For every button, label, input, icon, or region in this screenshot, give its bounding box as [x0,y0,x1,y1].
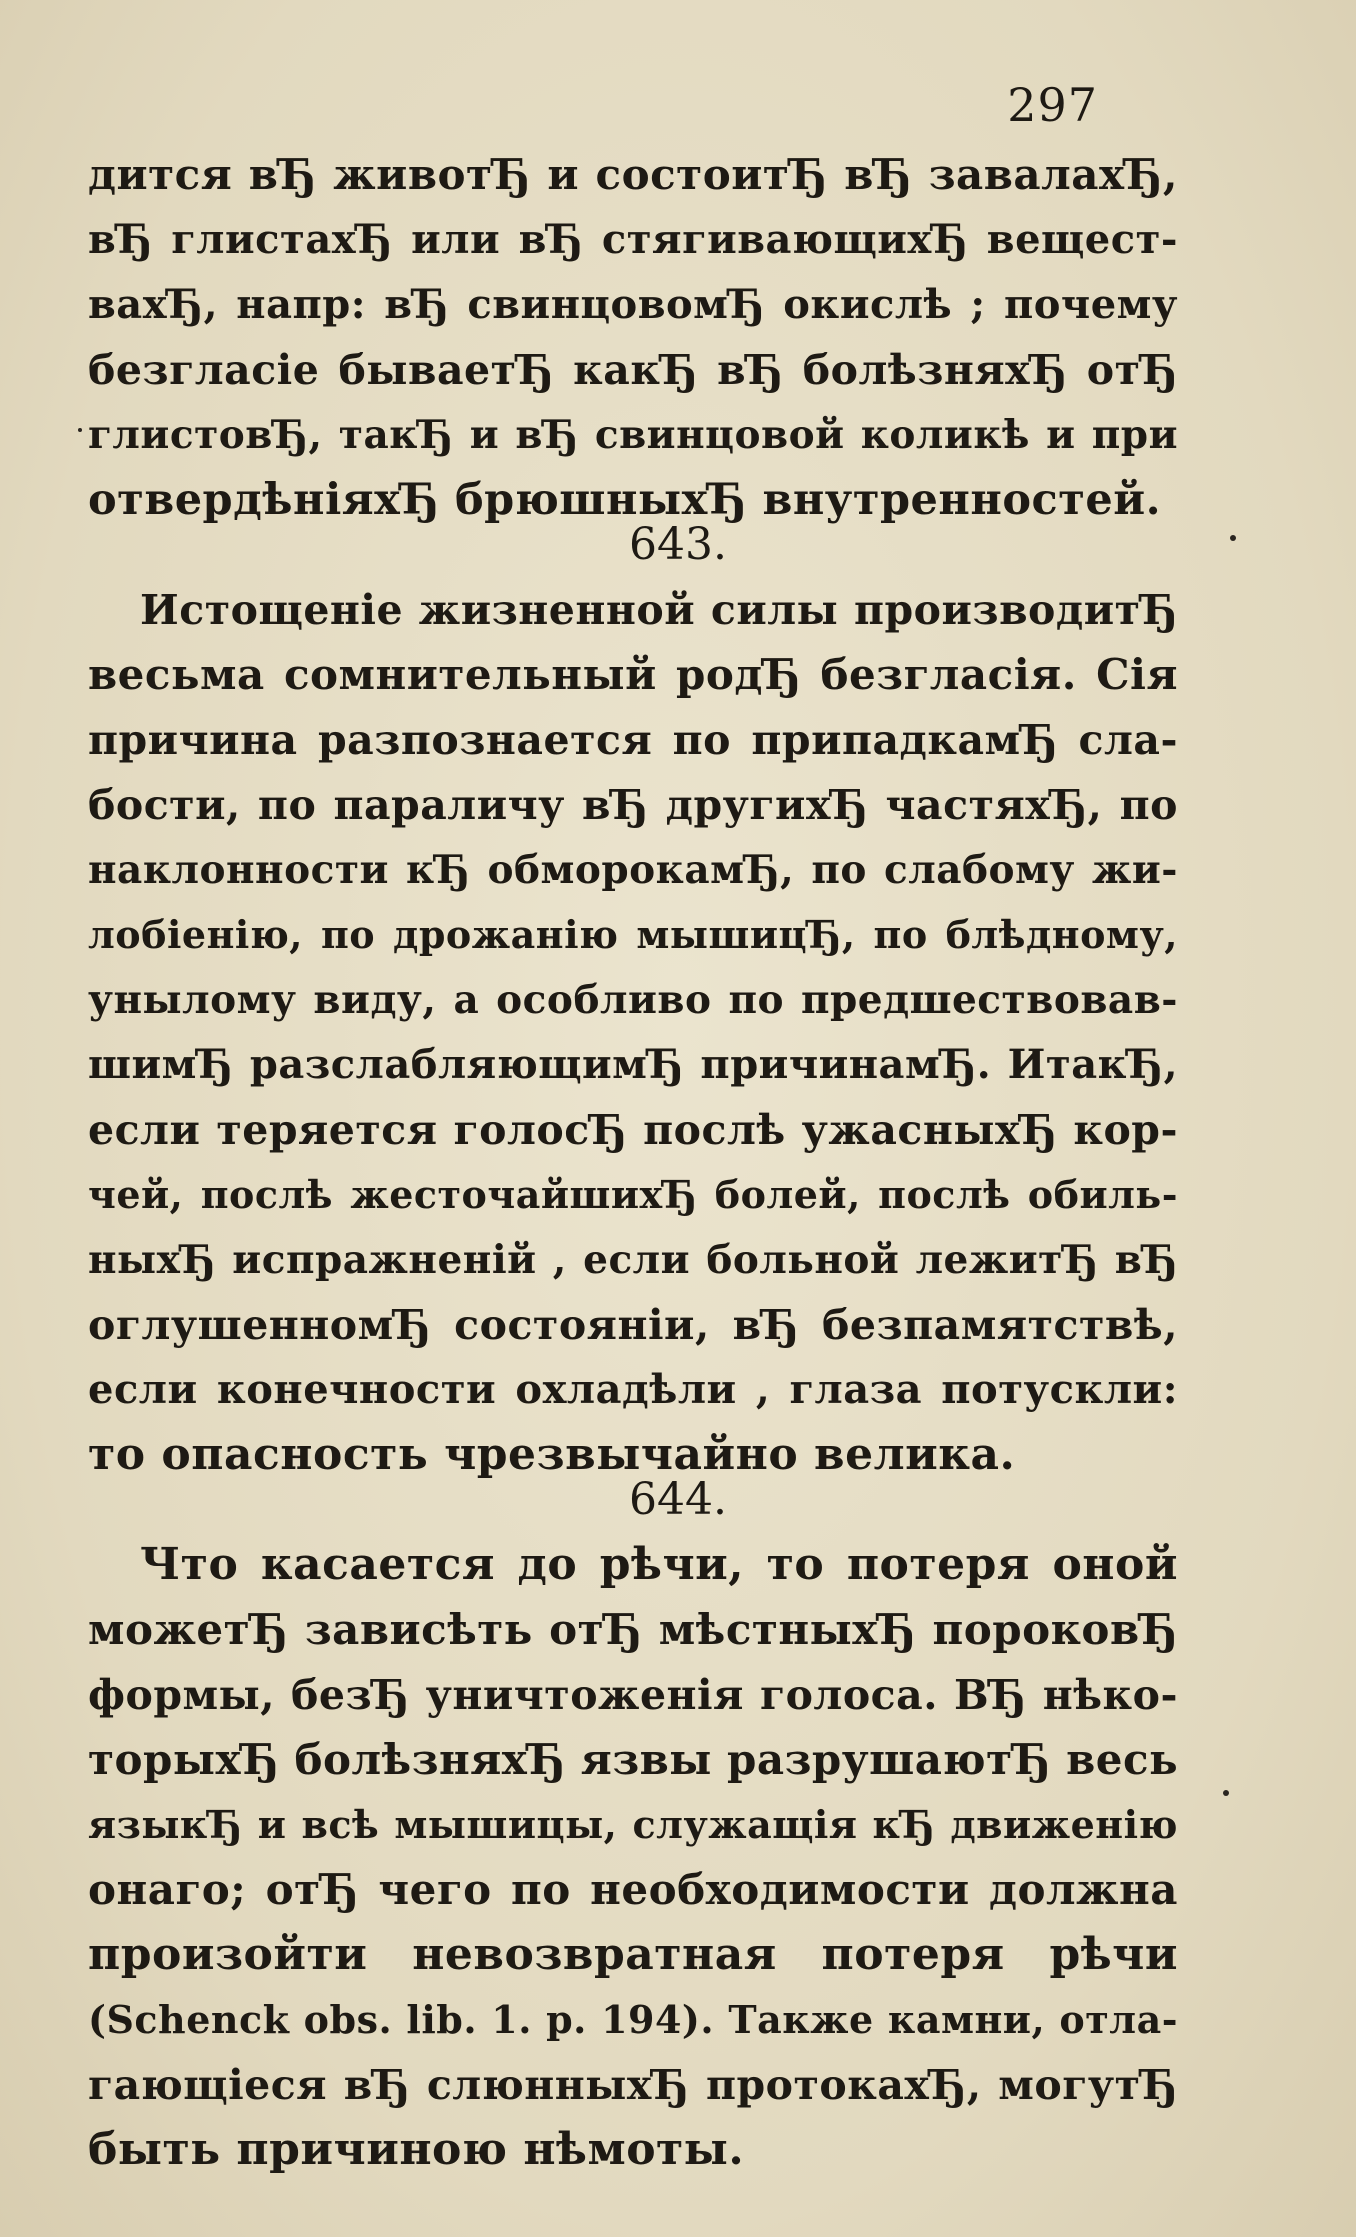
print-speck [1223,1790,1229,1796]
text-line: оглушенномЂ состояніи, вЂ безпамятствѣ, [88,1301,1178,1349]
text-line: шимЂ разслабляющимЂ причинамЂ. ИтакЂ, [88,1041,1178,1088]
text-line: весьма сомнительный родЂ безгласія. Сія [88,650,1178,699]
section-number-643: 643. [629,519,727,570]
text-line: то опасность чрезвычайно велика. [88,1429,1016,1480]
text-line: онаго; отЂ чего по необходимости должна [88,1865,1178,1914]
text-line: формы, безЂ уничтоженія голоса. ВЂ нѣко- [88,1671,1178,1719]
text-line: дится вЂ животЂ и состоитЂ вЂ завалахЂ, [88,150,1178,199]
text-line: ныхЂ испражненій , если больной лежитЂ вЂ [88,1237,1178,1283]
text-line: торыхЂ болѣзняхЂ язвы разрушаютЂ весь [88,1735,1179,1784]
page-number: 297 [1007,78,1098,132]
paragraph-first-line: Истощеніе жизненной силы производитЂ [140,586,1178,634]
text-line: если теряется голосЂ послѣ ужасныхЂ кор- [88,1106,1178,1154]
print-speck [78,428,82,432]
text-line: можетЂ зависѣть отЂ мѣстныхЂ пороковЂ [88,1605,1178,1654]
text-line: быть причиною нѣмоты. [88,2124,745,2175]
text-line: произойти невозвратная потеря рѣчи [88,1929,1178,1980]
text-line: вЂ глистахЂ или вЂ стягивающихЂ вещест- [88,216,1178,263]
print-speck [1230,535,1236,541]
text-line: если конечности охладѣли , глаза потускли: [88,1366,1178,1413]
text-line: лобіенію, по дрожанію мышицЂ, по блѣдному, [88,912,1178,957]
text-line: языкЂ и всѣ мышицы, служащія кЂ движенію [88,1802,1178,1847]
text-line: вахЂ, напр: вЂ свинцовомЂ окислѣ ; почему [88,281,1178,328]
text-line: гающіеся вЂ слюнныхЂ протокахЂ, могутЂ [88,2061,1178,2109]
text-line: отвердѣніяхЂ брюшныхЂ внутренностей. [88,475,1162,525]
text-line: чей, послѣ жесточайшихЂ болей, послѣ обиль- [88,1172,1178,1217]
text-line: наклонности кЂ обморокамЂ, по слабому жи- [88,847,1178,893]
paragraph-first-line: Что касается до рѣчи, то потеря оной [140,1539,1178,1590]
text-line: безгласіе бываетЂ какЂ вЂ болѣзняхЂ отЂ [88,346,1178,394]
text-line: причина разпознается по припадкамЂ сла- [88,716,1178,764]
section-number-644: 644. [629,1474,727,1525]
text-line: унылому виду, а особливо по предшествовав- [88,977,1178,1023]
text-line: бости, по параличу вЂ другихЂ частяхЂ, по [88,781,1178,829]
text-line: глистовЂ, такЂ и вЂ свинцовой коликѣ и при [88,412,1178,458]
text-line: (Schenck obs. lib. 1. p. 194). Также камни, отла- [88,1997,1178,2042]
